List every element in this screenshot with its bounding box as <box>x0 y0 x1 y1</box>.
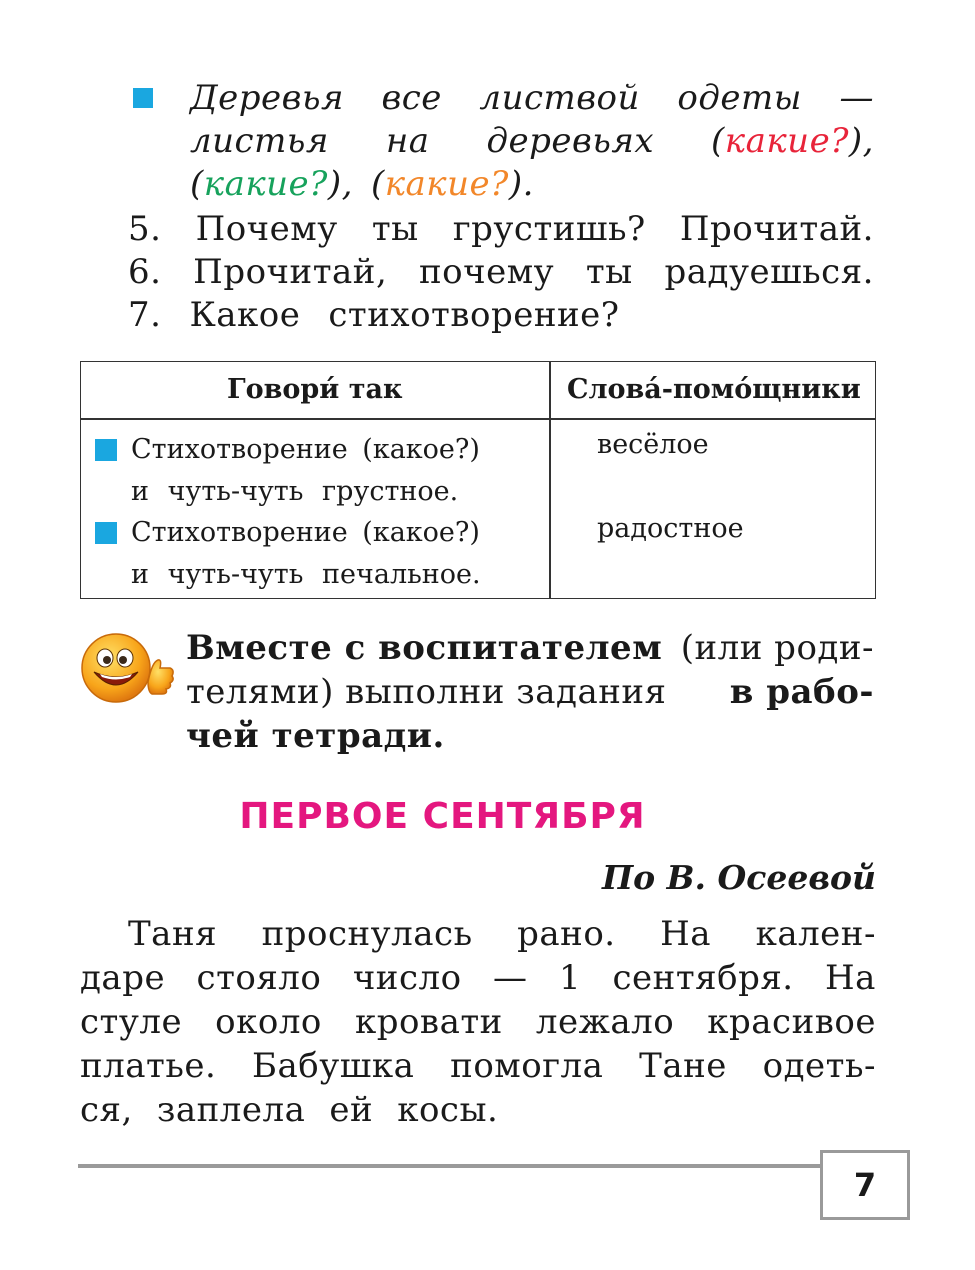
table-header-say: Говори́ так <box>227 374 403 405</box>
top-line-3 <box>190 164 534 204</box>
task-line-1 <box>186 626 874 670</box>
word: Деревья <box>190 78 344 118</box>
question-text: какие? <box>203 164 328 204</box>
word: стояло <box>196 958 322 998</box>
word: — <box>839 78 874 118</box>
story-line-3 <box>80 1000 876 1044</box>
footer-rule <box>78 1164 820 1168</box>
story-title: ПЕРВОЕ СЕНТЯБРЯ <box>239 796 646 837</box>
word: стихотворение? <box>328 295 620 335</box>
question-text: какие? <box>724 121 849 161</box>
word: стуле <box>80 1002 183 1042</box>
word: Почему <box>195 209 338 249</box>
word: одеты <box>677 78 802 118</box>
task-text: телями) выполни задания <box>186 672 667 712</box>
word: — <box>493 958 528 998</box>
table-row-1-line-2: и чуть-чуть грустное. <box>131 476 459 507</box>
task-bold-text: Вместе с воспитателем <box>186 628 663 668</box>
word: Прочитай. <box>679 209 874 249</box>
question-number: 6. <box>128 252 162 292</box>
story-line-5 <box>80 1088 498 1132</box>
top-line-2 <box>190 121 874 161</box>
word: красивое <box>707 1002 876 1042</box>
word: радуешься. <box>664 252 874 292</box>
word: грустишь? <box>452 209 646 249</box>
bullet-square <box>133 88 153 108</box>
header-divider <box>81 418 875 420</box>
story-line-2 <box>80 956 876 1000</box>
table-row-2-line-1: Стихотворение (какое?) <box>131 517 480 548</box>
task-line-3 <box>186 714 874 758</box>
task-line-2 <box>186 670 874 714</box>
word: проснулась <box>261 914 473 954</box>
bullet-square <box>95 439 117 461</box>
question-text: какие? <box>384 164 509 204</box>
word: даре <box>80 958 166 998</box>
story-line-4 <box>80 1044 876 1088</box>
question-6 <box>128 252 874 292</box>
question-5 <box>128 209 874 249</box>
word: 1 <box>558 958 582 998</box>
top-line-1 <box>190 78 874 118</box>
word: число <box>352 958 462 998</box>
word: сентября. <box>612 958 794 998</box>
story-line-1 <box>128 912 876 956</box>
word: косы. <box>397 1090 499 1130</box>
word: ты <box>371 209 419 249</box>
question-number: 5. <box>128 209 162 249</box>
question-number: 7. <box>128 295 162 335</box>
smiley-thumbs-up-icon <box>78 632 180 704</box>
word: Бабушка <box>252 1046 415 1086</box>
table-header-helpers: Слова́-помо́щники <box>567 374 861 405</box>
word: все <box>381 78 442 118</box>
word: деревьях <box>486 121 655 161</box>
task-bold-text: в рабо- <box>729 672 874 712</box>
bullet-square <box>95 522 117 544</box>
word: кален- <box>755 914 876 954</box>
word: рано. <box>517 914 616 954</box>
word: Какое <box>189 295 301 335</box>
task-bold-text: чей тетради. <box>186 716 445 756</box>
story-author: По В. Осеевой <box>601 858 876 897</box>
question-green: (какие?), <box>190 164 353 204</box>
question-orange: (какие?). <box>370 164 534 204</box>
column-divider <box>549 362 551 598</box>
word: Прочитай, <box>193 252 388 292</box>
question-7 <box>128 295 620 335</box>
word: ей <box>329 1090 374 1130</box>
word: Тане <box>639 1046 727 1086</box>
helper-word-2: радостное <box>597 513 744 544</box>
word: кровати <box>354 1002 503 1042</box>
word: Таня <box>128 914 218 954</box>
speech-table <box>80 361 876 599</box>
task-text: (или роди- <box>680 628 874 668</box>
word: листвой <box>479 78 640 118</box>
question-red: (какие?), <box>711 121 874 161</box>
word: заплела <box>156 1090 306 1130</box>
table-row-2-line-2: и чуть-чуть печальное. <box>131 559 481 590</box>
word: На <box>660 914 712 954</box>
word: около <box>215 1002 322 1042</box>
page-number: 7 <box>820 1150 910 1220</box>
word: помогла <box>450 1046 604 1086</box>
helper-word-1: весёлое <box>597 429 709 460</box>
word: лежало <box>535 1002 675 1042</box>
word: на <box>385 121 430 161</box>
word: платье. <box>80 1046 217 1086</box>
word: ты <box>585 252 633 292</box>
word: На <box>825 958 876 998</box>
word: листья <box>190 121 329 161</box>
word: почему <box>418 252 555 292</box>
table-row-1-line-1: Стихотворение (какое?) <box>131 434 480 465</box>
word: одеть- <box>762 1046 876 1086</box>
word: ся, <box>80 1090 133 1130</box>
